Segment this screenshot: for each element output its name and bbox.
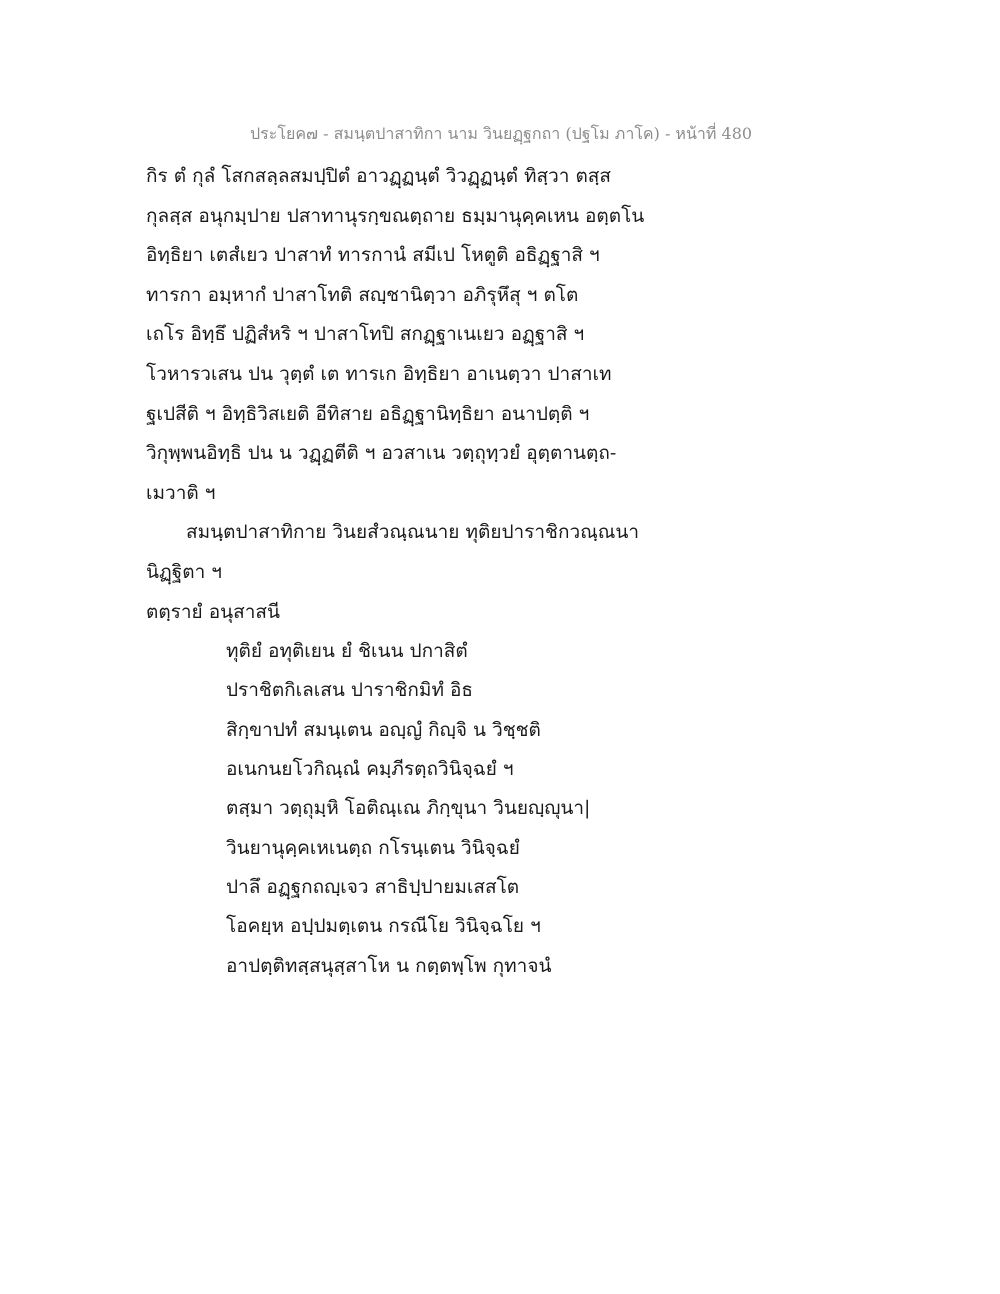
text-line: วิกุพฺพนอิทฺธิ ปน น วฏฺฏตีติ ฯ อวสาเน วตฺถุทฺวยํ อุตฺตานตฺถ- bbox=[146, 442, 617, 465]
verse-line: โอคยฺห อปฺปมตฺเตน กรณีโย วินิจฺฉโย ฯ bbox=[226, 915, 541, 938]
text-line: เถโร อิทฺธึ ปฏิสํหริ ฯ ปาสาโทปิ สกฏฺฐาเนเยว อฏฺฐาสิ ฯ bbox=[146, 323, 585, 346]
text-line: โวหารวเสน ปน วุตฺตํ เต ทารเก อิทฺธิยา อาเนตฺวา ปาสาเท bbox=[146, 362, 612, 385]
verse-block bbox=[146, 632, 706, 986]
page-header: ประโยค๗ - สมนฺตปาสาทิกา นาม วินยฏฺฐกถา (ปฐโม ภาโค) - หน้าที่ 480 bbox=[250, 124, 753, 143]
body-text bbox=[146, 157, 706, 986]
verse-line: อเนกนยโวกิณฺณํ คมฺภีรตฺถวินิจฺฉยํ ฯ bbox=[226, 758, 514, 781]
text-line: เมวาติ ฯ bbox=[146, 481, 216, 504]
verse-line: ทุติยํ อทุติเยน ยํ ชิเนน ปกาสิตํ bbox=[226, 640, 468, 663]
verse-line: อาปตฺติทสฺสนุสฺสาโห น กตฺตพฺโพ กุทาจนํ bbox=[226, 954, 552, 977]
closing-line: นิฏฺฐิตา ฯ bbox=[146, 560, 222, 583]
verse-line: ปราชิตกิเลเสน ปาราชิกมิทํ อิธ bbox=[226, 679, 474, 702]
text-line: อิทฺธิยา เตสํเยว ปาสาทํ ทารกานํ สมีเป โหตูติ อธิฏฺฐาสิ ฯ bbox=[146, 244, 600, 267]
verse-line: ปาลึ อฏฺฐกถญฺเจว สาธิปฺปายมเสสโต bbox=[226, 875, 520, 898]
text-line: ทารกา อมฺหากํ ปาสาโทติ สญฺชานิตฺวา อภิรุหึสุ ฯ ตโต bbox=[146, 283, 579, 306]
text-line: กุลสฺส อนุกมฺปาย ปสาทานุรกฺขณตฺถาย ธมฺมานุคฺคเหน อตฺตโน bbox=[146, 204, 645, 227]
text-line: กิร ตํ กุลํ โสกสลฺลสมปฺปิตํ อาวฏฺฏนฺตํ วิวฏฺฏนฺตํ ทิสฺวา ตสฺส bbox=[146, 165, 611, 187]
verse-line: สิกฺขาปทํ สมนฺเตน อญฺญํ กิญฺจิ น วิชฺชติ bbox=[226, 718, 541, 741]
verse-line: ตสฺมา วตฺถุมฺหิ โอติณฺเณ ภิกฺขุนา วินยญฺญุนา| bbox=[226, 797, 591, 820]
verse-line: วินยานุคฺคเหเนตฺถ กโรนฺเตน วินิจฺฉยํ bbox=[226, 836, 520, 859]
verse-title: ตตฺรายํ อนุสาสนี bbox=[146, 600, 280, 623]
text-line: ฐเปสีติ ฯ อิทฺธิวิสเยติ อีทิสาย อธิฏฺฐานิทฺธิยา อนาปตฺติ ฯ bbox=[146, 402, 590, 425]
closing-line: สมนฺตปาสาทิกาย วินยสํวณฺณนาย ทุติยปาราชิกวณฺณนา bbox=[186, 521, 640, 544]
